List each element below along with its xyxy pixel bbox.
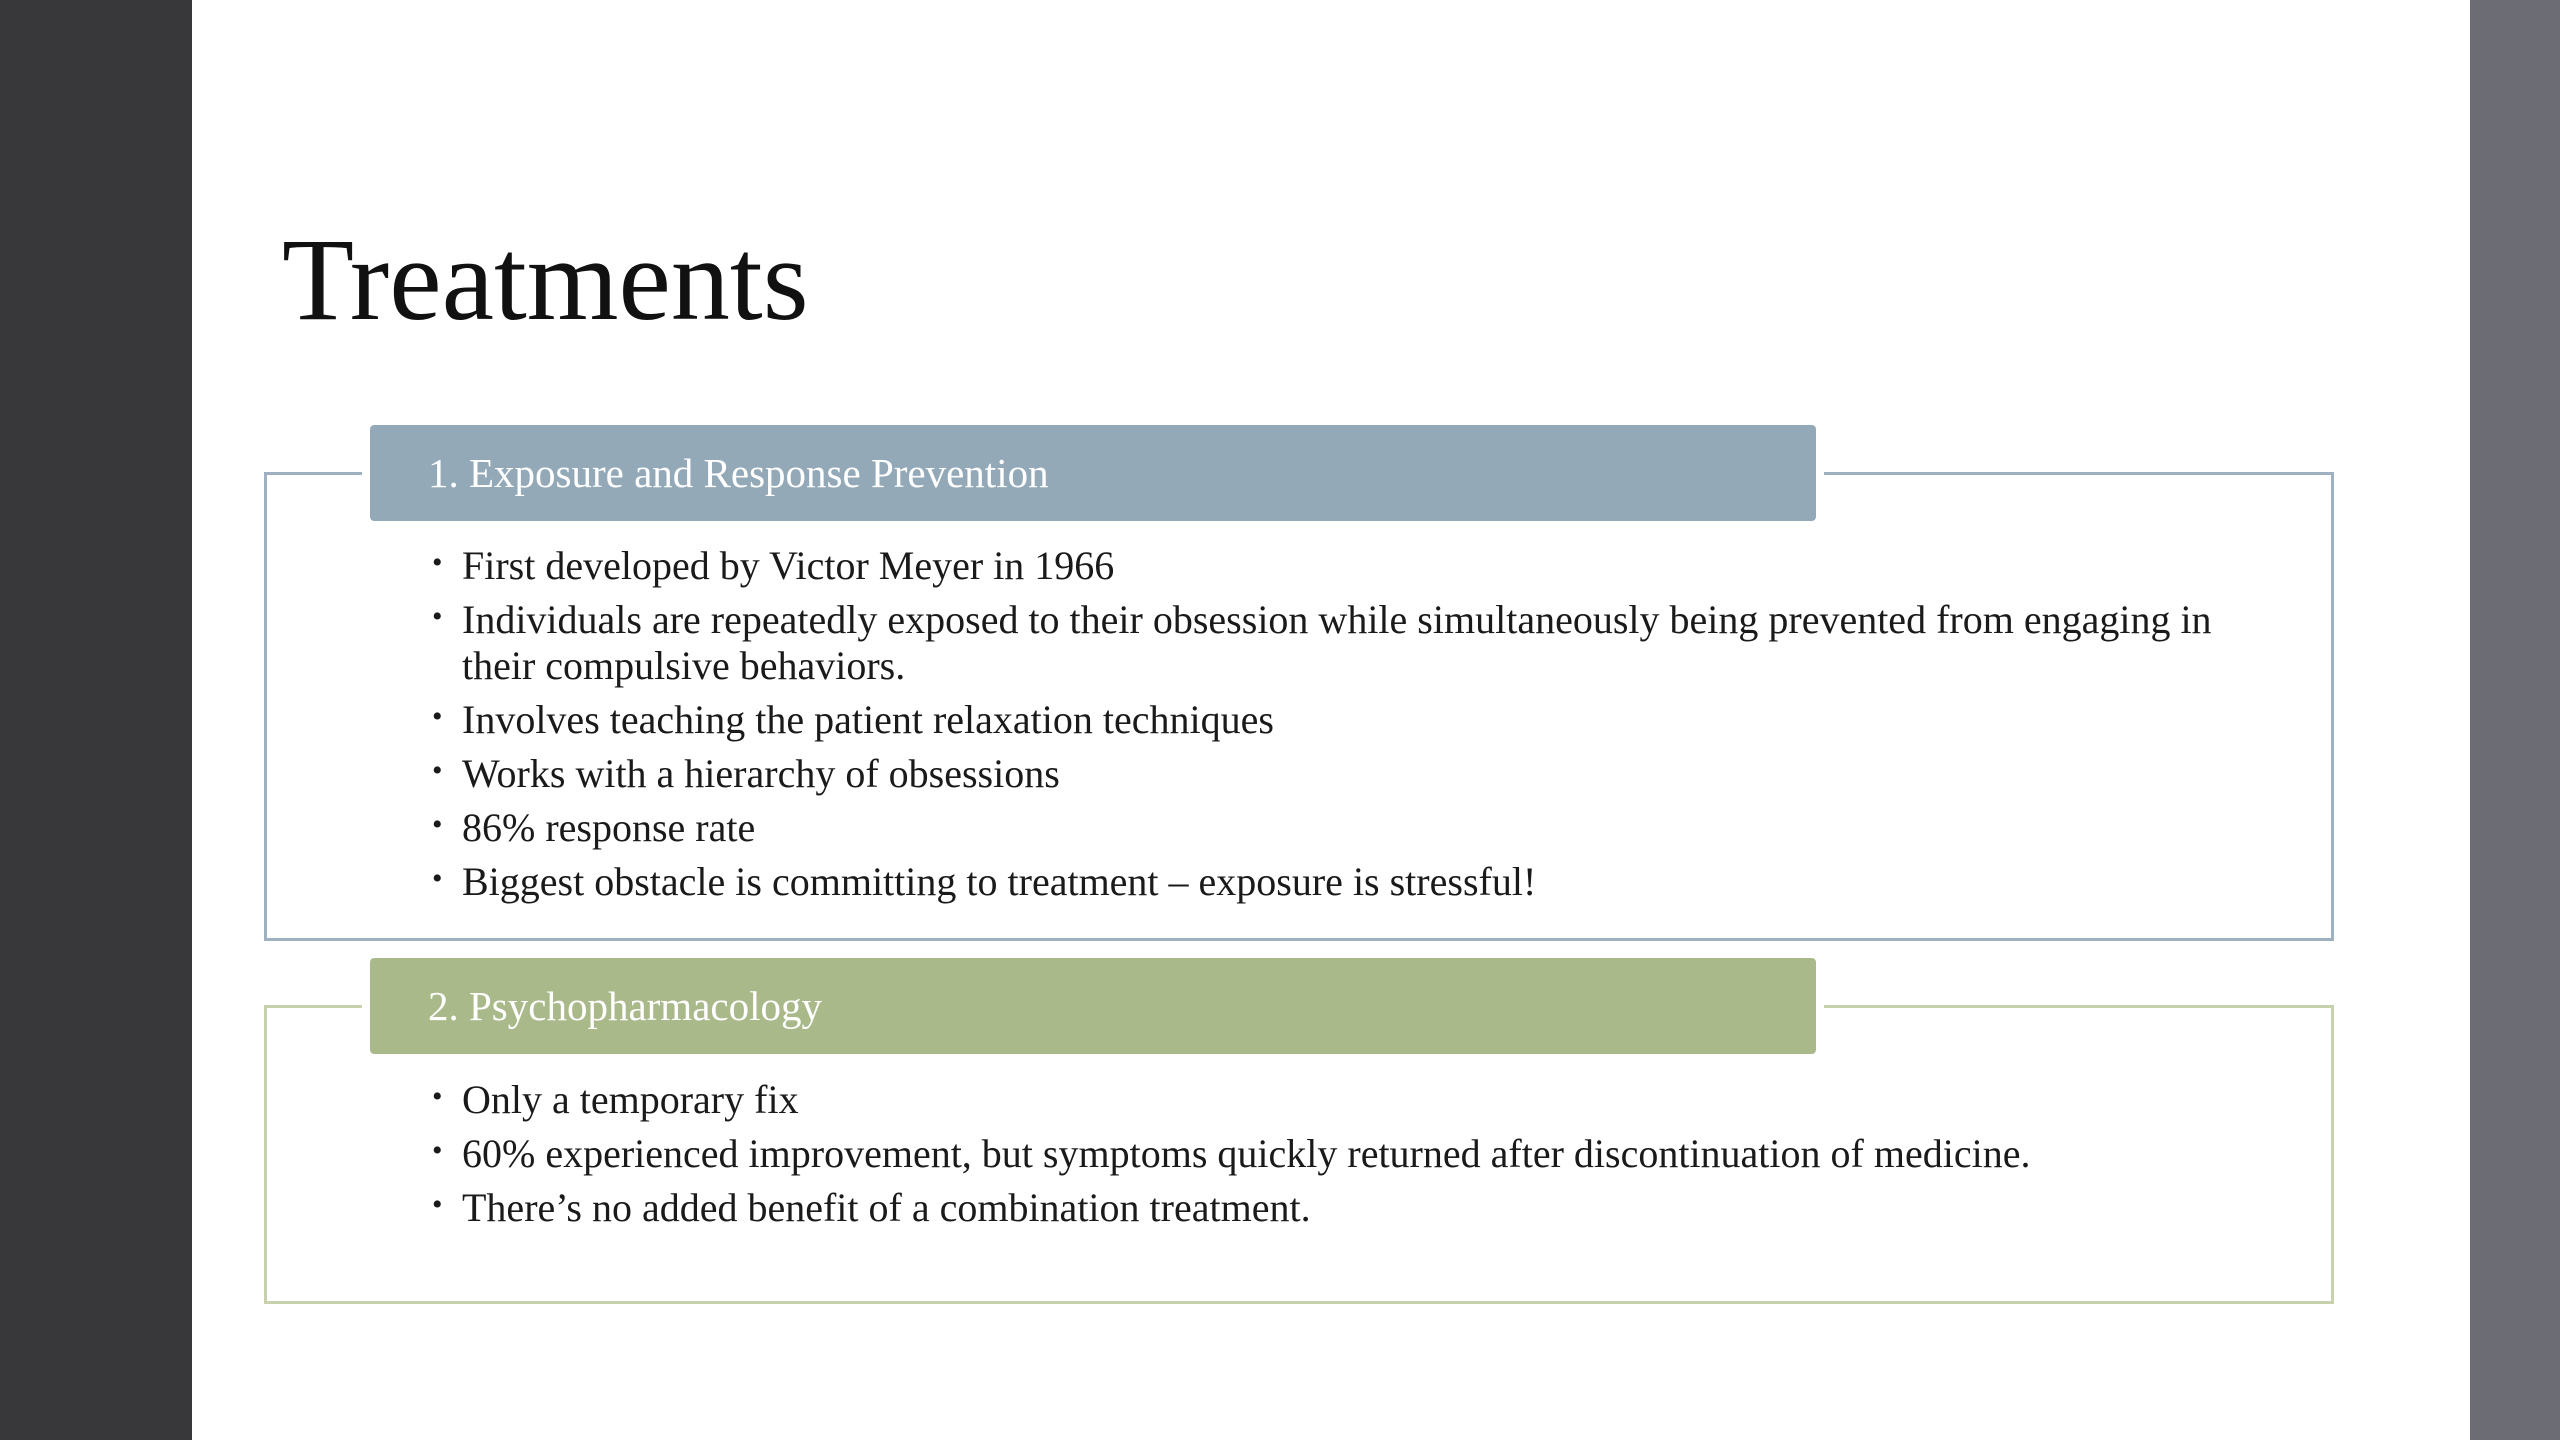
bullet-icon: • — [432, 754, 443, 787]
bullet-text: First developed by Victor Meyer in 1966 — [462, 543, 1115, 588]
bullet-icon: • — [432, 808, 443, 841]
bullet-icon: • — [432, 546, 443, 579]
slide-title: Treatments — [282, 214, 809, 345]
bullet-icon: • — [432, 1080, 443, 1113]
slide — [192, 0, 2470, 1440]
list-item — [432, 751, 2222, 797]
section-2-header: 2. Psychopharmacology — [362, 950, 1824, 1062]
list-item — [432, 697, 2222, 743]
bullet-text: Only a temporary fix — [462, 1077, 799, 1122]
bullet-icon: • — [432, 1134, 443, 1167]
list-item — [432, 805, 2222, 851]
right-margin-bar — [2470, 0, 2560, 1440]
bullet-text: 86% response rate — [462, 805, 756, 850]
list-item — [432, 597, 2222, 689]
section-1-bullet-list — [432, 543, 2312, 913]
bullet-icon: • — [432, 600, 443, 633]
bullet-icon: • — [432, 1188, 443, 1221]
list-item — [432, 859, 2222, 905]
bullet-icon: • — [432, 700, 443, 733]
bullet-text: Biggest obstacle is committing to treatment – exposure is stressful! — [462, 859, 1537, 904]
section-2-bullet-list — [432, 1077, 2312, 1239]
list-item — [432, 543, 2222, 589]
bullet-text: Involves teaching the patient relaxation techniques — [462, 697, 1274, 742]
list-item — [432, 1185, 2222, 1231]
bullet-text: Works with a hierarchy of obsessions — [462, 751, 1060, 796]
bullet-icon: • — [432, 862, 443, 895]
bullet-text: There’s no added benefit of a combination treatment. — [462, 1185, 1311, 1230]
bullet-text: 60% experienced improvement, but symptoms quickly returned after discontinuation of medicine. — [462, 1131, 2031, 1176]
list-item — [432, 1077, 2222, 1123]
list-item — [432, 1131, 2222, 1177]
section-1-header: 1. Exposure and Response Prevention — [362, 417, 1824, 529]
left-margin-bar — [0, 0, 192, 1440]
bullet-text: Individuals are repeatedly exposed to their obsession while simultaneously being prevented from engaging in their compulsive behaviors. — [462, 597, 2212, 688]
